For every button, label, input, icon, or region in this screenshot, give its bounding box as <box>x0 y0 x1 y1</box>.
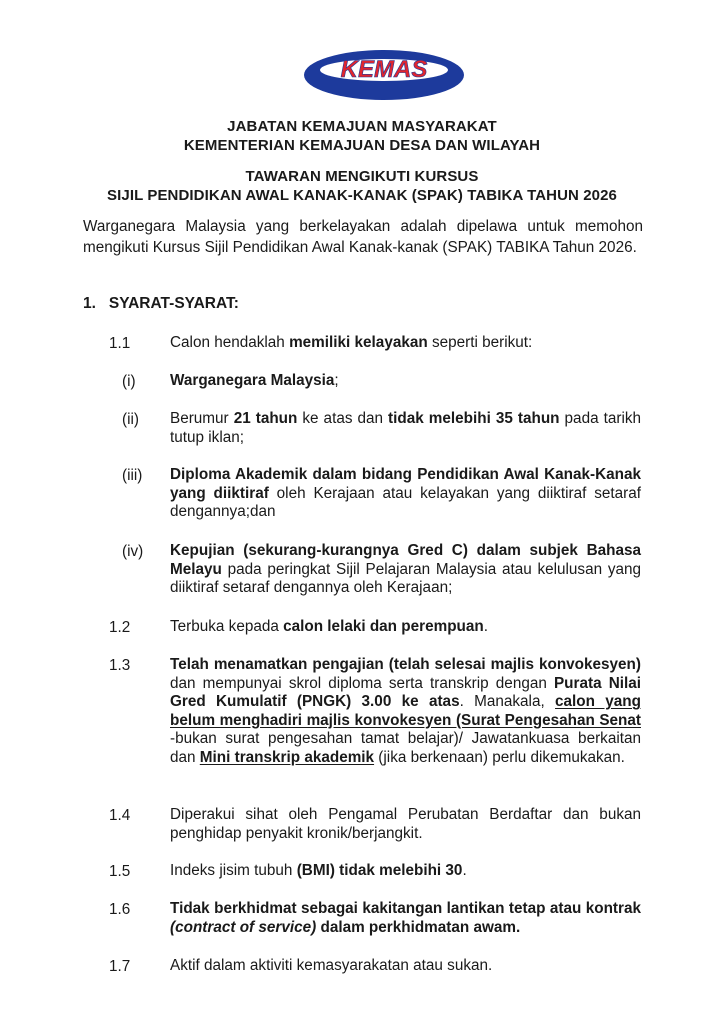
item-1-6 <box>170 900 641 937</box>
item-text: -bukan surat pengesahan tamat belajar)/ Jawatankuasa berkaitan dan <box>170 730 641 766</box>
item-1-2 <box>170 618 641 637</box>
subitem-number: (iv) <box>122 543 144 560</box>
item-text: Berumur <box>170 410 234 427</box>
item-text: (jika berkenaan) perlu dikemukakan. <box>374 748 625 766</box>
item-bold-text: Kepujian (sekurang-kurangnya Gred C) dalam subjek Bahasa Melayu <box>170 542 641 578</box>
item-text: . Manakala, <box>459 693 556 710</box>
intro-paragraph: Warganegara Malaysia yang berkelayakan adalah dipelawa untuk memohon mengikuti Kursus Sijil Pendidikan Awal Kanak-kanak (SPAK) TABIKA Tahun 2026. <box>83 218 643 256</box>
item-bold-italic-text: (contract of service) <box>170 918 317 936</box>
item-text: pada peringkat Sijil Pelajaran Malaysia atau kelulusan yang diiktiraf setaraf dengannya oleh Kerajaan; <box>170 560 641 596</box>
item-text: ; <box>334 372 339 389</box>
item-bold-text: dalam perkhidmatan awam. <box>316 918 521 936</box>
kemas-logo <box>303 47 466 102</box>
item-number: 1.6 <box>109 901 131 918</box>
item-underlined-text: calon yang belum menghadiri majlis konvokesyen (Surat Pengesahan Senat <box>170 693 641 729</box>
item-1-5 <box>170 862 641 881</box>
subitem-ii <box>170 410 641 447</box>
section-number: 1. <box>83 295 96 312</box>
subitem-i <box>170 372 641 391</box>
item-1-1 <box>170 334 641 353</box>
item-number: 1.5 <box>109 863 131 880</box>
section-title: SYARAT-SYARAT: <box>108 295 239 312</box>
item-text: oleh Kerajaan atau kelayakan yang diiktiraf setaraf dengannya;dan <box>170 484 641 520</box>
item-bold-text: calon lelaki dan perempuan <box>283 618 484 635</box>
item-number: 1.1 <box>109 335 131 352</box>
item-bold-text: (BMI) tidak melebihi 30 <box>296 862 463 879</box>
subitem-iii <box>170 466 641 522</box>
item-bold-text: Tidak berkhidmat sebagai kakitangan lantikan tetap atau kontrak <box>170 900 641 917</box>
item-text: Calon hendaklah <box>170 334 290 351</box>
item-number: 1.3 <box>109 657 131 674</box>
subitem-iv <box>170 542 641 598</box>
item-1-7: Aktif dalam aktiviti kemasyarakatan atau sukan. <box>170 957 493 974</box>
item-bold-text: Purata Nilai Gred Kumulatif (PNGK) 3.00 ke atas <box>170 674 641 710</box>
subitem-number: (iii) <box>122 467 143 484</box>
item-1-4: Diperakui sihat oleh Pengamal Perubatan Berdaftar dan bukan penghidap penyakit kronik/berjangkit. <box>170 806 641 842</box>
item-1-3 <box>170 656 641 767</box>
department-name: JABATAN KEMAJUAN MASYARAKAT <box>227 118 497 135</box>
item-text: dan mempunyai skrol diploma serta transkrip dengan <box>170 674 554 692</box>
item-number: 1.2 <box>109 619 131 636</box>
subitem-number: (ii) <box>122 411 139 428</box>
item-bold-text: memiliki kelayakan <box>289 334 428 351</box>
item-text: ke atas dan <box>297 410 389 427</box>
item-number: 1.4 <box>109 807 131 824</box>
item-text: Terbuka kepada <box>170 618 284 635</box>
course-title: SIJIL PENDIDIKAN AWAL KANAK-KANAK (SPAK) TABIKA TAHUN 2026 <box>107 187 617 204</box>
item-underlined-text: Mini transkrip akademik <box>199 748 375 766</box>
ministry-name: KEMENTERIAN KEMAJUAN DESA DAN WILAYAH <box>183 137 541 154</box>
item-text: Indeks jisim tubuh <box>170 862 297 879</box>
item-number: 1.7 <box>109 958 131 975</box>
item-bold-text: 21 tahun <box>233 410 298 427</box>
item-bold-text: Telah menamatkan pengajian (telah selesai majlis konvokesyen) <box>170 656 641 673</box>
item-bold-text: tidak melebihi 35 tahun <box>388 410 560 427</box>
item-text: . <box>462 862 467 879</box>
section-heading <box>83 294 239 314</box>
subitem-number: (i) <box>122 373 136 390</box>
item-bold-text: Diploma Akademik dalam bidang Pendidikan Awal Kanak-Kanak yang diiktiraf <box>170 466 641 502</box>
offer-title: TAWARAN MENGIKUTI KURSUS <box>245 168 479 185</box>
item-bold-text: Warganegara Malaysia <box>170 372 335 389</box>
logo-text: KEMAS <box>340 56 428 83</box>
item-text: . <box>483 618 488 635</box>
item-text: seperti berikut: <box>427 334 533 351</box>
item-text: pada tarikh tutup iklan; <box>170 410 642 446</box>
